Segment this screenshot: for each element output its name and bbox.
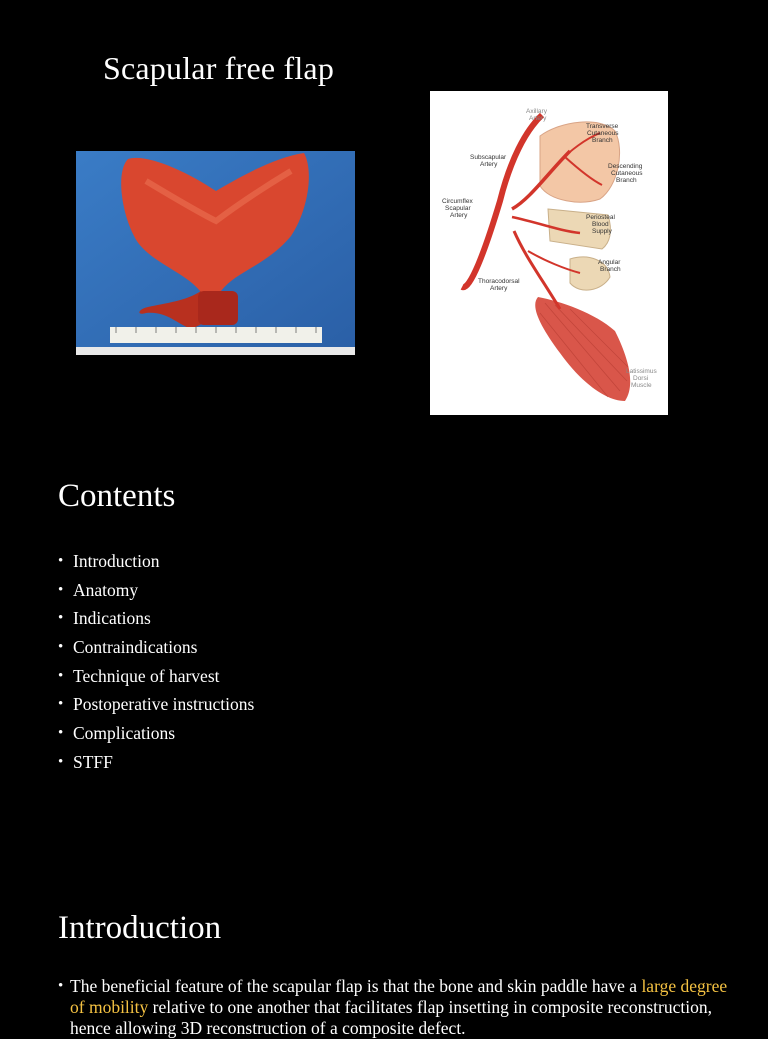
label-periosteal: Periosteal Blood Supply — [586, 214, 615, 235]
flap-specimen-photo — [76, 151, 355, 355]
label-latissimus: Latissimus Dorsi Muscle — [626, 368, 657, 389]
label-subscapular: Subscapular Artery — [470, 154, 507, 168]
introduction-heading: Introduction — [58, 910, 222, 946]
intro-text-start: The beneficial feature of the scapular flap is that the bone and skin paddle have a — [70, 976, 642, 996]
list-item: • Indications — [58, 608, 151, 629]
list-item: • Introduction — [58, 551, 160, 571]
intro-text-end: relative to one another that facilitates flap insetting in composite reconstruction, hence allowing 3D reconstruction of a composite defect. — [70, 997, 712, 1038]
label-circumflex: Circumflex Scapular Artery — [442, 198, 473, 219]
scapular-artery-diagram — [430, 91, 668, 415]
introduction-paragraph: • The beneficial feature of the scapular flap is that the bone and skin paddle have a large degree of mobility relative to one another that facilitates flap insetting in composite reconstruction, hence allowing 3D reconstruction of a composite defect. — [58, 976, 728, 1038]
label-axillary-artery: Axillary Artery — [526, 108, 547, 122]
contents-heading: Contents — [58, 478, 176, 514]
label-angular: Angular Branch — [598, 259, 621, 273]
list-item: • STFF — [58, 751, 113, 772]
intro-highlight: large degree of mobility — [70, 976, 728, 1017]
slide-title-scapular: Scapular free flap — [103, 50, 335, 86]
list-item: • Anatomy — [58, 579, 139, 600]
list-item: • Technique of harvest — [58, 665, 220, 686]
label-descending: Descending Cutaneous Branch — [608, 163, 643, 184]
label-thoracodorsal: Thoracodorsal Artery — [478, 278, 520, 292]
label-transverse: Transverse Cutaneous Branch — [586, 123, 619, 144]
list-item: • Complications — [58, 723, 176, 744]
contents-list — [58, 549, 254, 779]
list-item: • Postoperative instructions — [58, 694, 255, 715]
list-item: • Contraindications — [58, 637, 198, 658]
